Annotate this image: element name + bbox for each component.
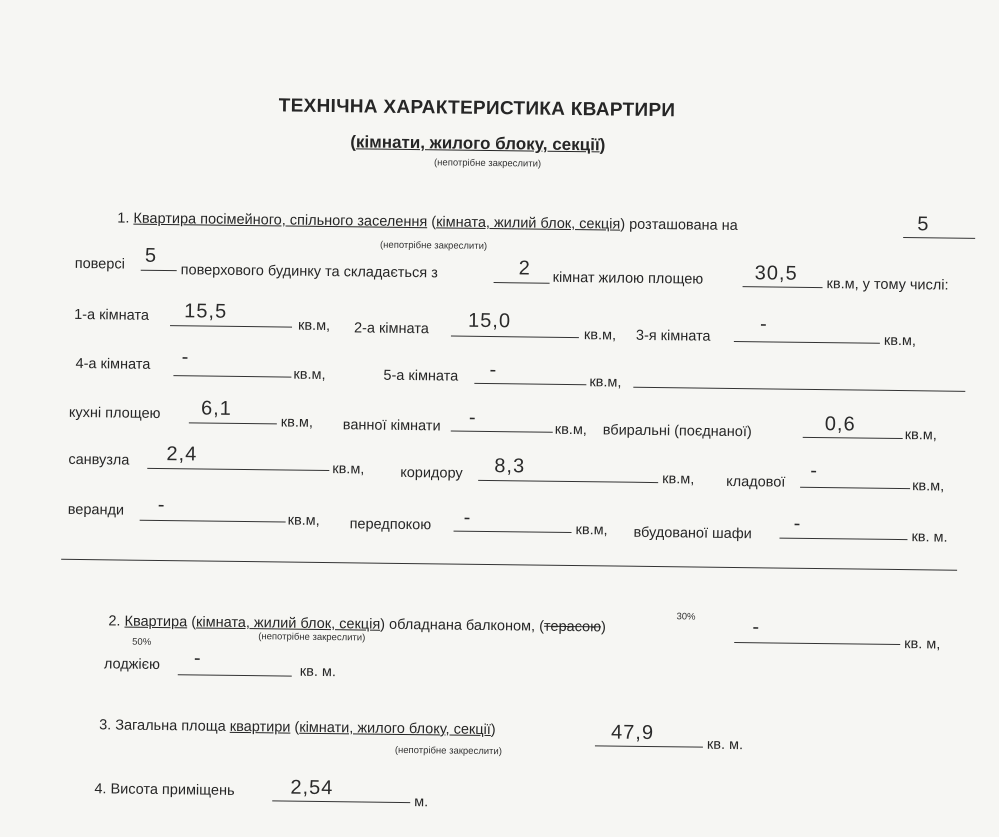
terrace-paren-close: )	[600, 619, 606, 636]
wc-label: вбиральні (поєднаної)	[602, 422, 752, 441]
veranda-unit: кв.м,	[287, 512, 320, 529]
room5-unit: кв.м,	[589, 374, 622, 391]
s1-paren-close: )	[620, 216, 626, 233]
sanitary-unit: кв.м,	[332, 461, 365, 478]
building-text: поверхового будинку та складається з	[180, 262, 438, 282]
s3-note: (непотрібне закреслити)	[394, 744, 502, 758]
veranda-underline	[140, 520, 286, 523]
bath-unit: кв.м,	[554, 421, 587, 439]
subtitle-struck-text: кімнати, жилого блоку, секції	[355, 132, 600, 155]
subtitle-paren-open: (	[350, 132, 357, 152]
room3-value: -	[759, 313, 768, 336]
room1-value: 15,5	[184, 300, 228, 323]
room3-unit: кв.м,	[883, 332, 917, 350]
s2-lead: Квартира	[124, 613, 188, 631]
s1-number: 1.	[117, 210, 130, 227]
living-text: кімнат жилою площею	[552, 269, 704, 288]
kitchen-label: кухні площею	[68, 404, 161, 422]
living-area-underline	[743, 286, 823, 288]
document-subtitle	[350, 132, 605, 155]
room3-label: 3-я кімната	[635, 327, 711, 345]
height-value: 2,54	[290, 776, 334, 800]
floor-value: 5	[917, 213, 930, 236]
s3-line	[99, 717, 496, 738]
height-underline	[272, 800, 410, 803]
floors-total-value: 5	[144, 244, 158, 267]
balcony-value: -	[752, 616, 761, 639]
hallway-underline	[454, 531, 572, 533]
corridor-value: 8,3	[494, 455, 526, 478]
balcony-underline	[734, 642, 900, 645]
room1-unit: кв.м,	[297, 317, 331, 335]
s2-note: (непотрібне закреслити)	[258, 631, 366, 644]
pct-50: 50%	[132, 636, 152, 648]
veranda-value: -	[157, 493, 166, 517]
hallway-value: -	[463, 506, 472, 529]
s4-number: 4.	[94, 781, 107, 798]
s3-number: 3.	[99, 717, 112, 734]
room2-label: 2-а кімната	[353, 320, 429, 338]
room2-unit: кв.м,	[583, 327, 617, 344]
s3-struck: кімнати, жилого блоку, секції	[299, 719, 491, 739]
room1-underline	[170, 325, 292, 327]
total-area-value: 47,9	[610, 721, 655, 745]
s3-paren-open: (	[294, 719, 300, 736]
wc-unit: кв.м,	[904, 427, 937, 444]
document-title: ТЕХНІЧНА ХАРАКТЕРИСТИКА КВАРТИРИ	[278, 95, 676, 122]
terrace-struck: терасою	[543, 618, 602, 636]
corridor-underline	[478, 480, 658, 483]
s2-struck: кімната, жилий блок, секція	[195, 614, 381, 633]
section-divider	[61, 559, 957, 571]
height-unit: м.	[414, 794, 429, 811]
wardrobe-label: вбудованої шафи	[633, 524, 752, 543]
living-area-value: 30,5	[754, 262, 798, 285]
wardrobe-underline	[779, 538, 907, 541]
s2-paren-close: )	[380, 616, 386, 633]
corridor-label: коридору	[400, 464, 463, 482]
wc-underline	[803, 437, 903, 439]
room1-label: 1-а кімната	[74, 306, 150, 324]
incl-text: кв.м, у тому числі:	[826, 276, 949, 294]
bath-label: ванної кімнати	[342, 417, 441, 435]
kitchen-unit: кв.м,	[280, 414, 314, 431]
loggia-underline	[178, 674, 292, 676]
s2-paren-open: (	[191, 614, 197, 631]
s2-number: 2.	[108, 613, 121, 630]
bath-value: -	[468, 406, 477, 429]
s3-lead: Загальна площа	[115, 717, 226, 735]
room4-label: 4-а кімната	[75, 355, 151, 373]
veranda-label: веранди	[67, 501, 125, 519]
loggia-label: лоджією	[103, 656, 161, 674]
corridor-unit: кв.м,	[662, 471, 695, 488]
sanitary-value: 2,4	[166, 443, 198, 466]
loggia-value: -	[193, 647, 202, 670]
room5-value: -	[489, 359, 498, 382]
sanitary-underline	[147, 468, 329, 471]
room2-underline	[451, 336, 579, 339]
rooms-value: 2	[518, 257, 532, 280]
terrace-paren-open: (	[539, 618, 545, 635]
kitchen-underline	[189, 422, 277, 424]
floors-total-underline	[141, 270, 177, 271]
room3-underline	[734, 341, 880, 344]
storage-label: кладової	[726, 473, 786, 491]
blank-line	[633, 387, 965, 392]
balcony-unit: кв. м,	[904, 636, 941, 653]
floor-underline	[903, 237, 975, 239]
s1-struck: кімната, жилий блок, секція	[436, 214, 621, 233]
s4-label: Висота приміщень	[110, 781, 235, 799]
bath-underline	[451, 431, 553, 433]
s3-apt: квартири	[229, 718, 291, 736]
kitchen-value: 6,1	[200, 397, 232, 420]
room4-value: -	[181, 346, 190, 369]
subtitle-paren-close: )	[599, 135, 606, 155]
room4-unit: кв.м,	[293, 366, 326, 384]
total-area-underline	[595, 745, 703, 747]
rooms-underline	[494, 282, 550, 284]
s4-line	[94, 781, 234, 799]
room5-underline	[474, 383, 586, 385]
s1-note: (непотрібне закреслити)	[379, 239, 488, 252]
wardrobe-unit: кв. м.	[911, 529, 948, 546]
s1-line1	[117, 210, 738, 234]
loggia-unit: кв. м.	[299, 663, 337, 681]
room4-underline	[173, 375, 291, 377]
storage-unit: кв.м,	[912, 478, 945, 495]
s1-paren-open: (	[431, 214, 437, 231]
floor-label: поверсі	[74, 255, 125, 273]
s1-located: розташована на	[629, 216, 738, 235]
storage-underline	[800, 487, 910, 489]
wc-value: 0,6	[824, 413, 856, 436]
room5-label: 5-а кімната	[383, 367, 459, 385]
hallway-unit: кв.м,	[575, 522, 608, 539]
total-area-unit: кв. м.	[706, 736, 744, 754]
hallway-label: передпокою	[349, 516, 432, 534]
subtitle-note: (непотрібне закреслити)	[433, 157, 542, 170]
room2-value: 15,0	[467, 309, 512, 333]
s2-equipped: обладнана балконом,	[389, 616, 536, 635]
s1-lead: Квартира посімейного, спільного заселення	[133, 210, 428, 231]
storage-value: -	[810, 459, 819, 483]
s3-paren-close: )	[490, 722, 496, 739]
sanitary-label: санвузла	[68, 451, 130, 469]
pct-30: 30%	[676, 611, 696, 623]
wardrobe-value: -	[793, 512, 802, 535]
